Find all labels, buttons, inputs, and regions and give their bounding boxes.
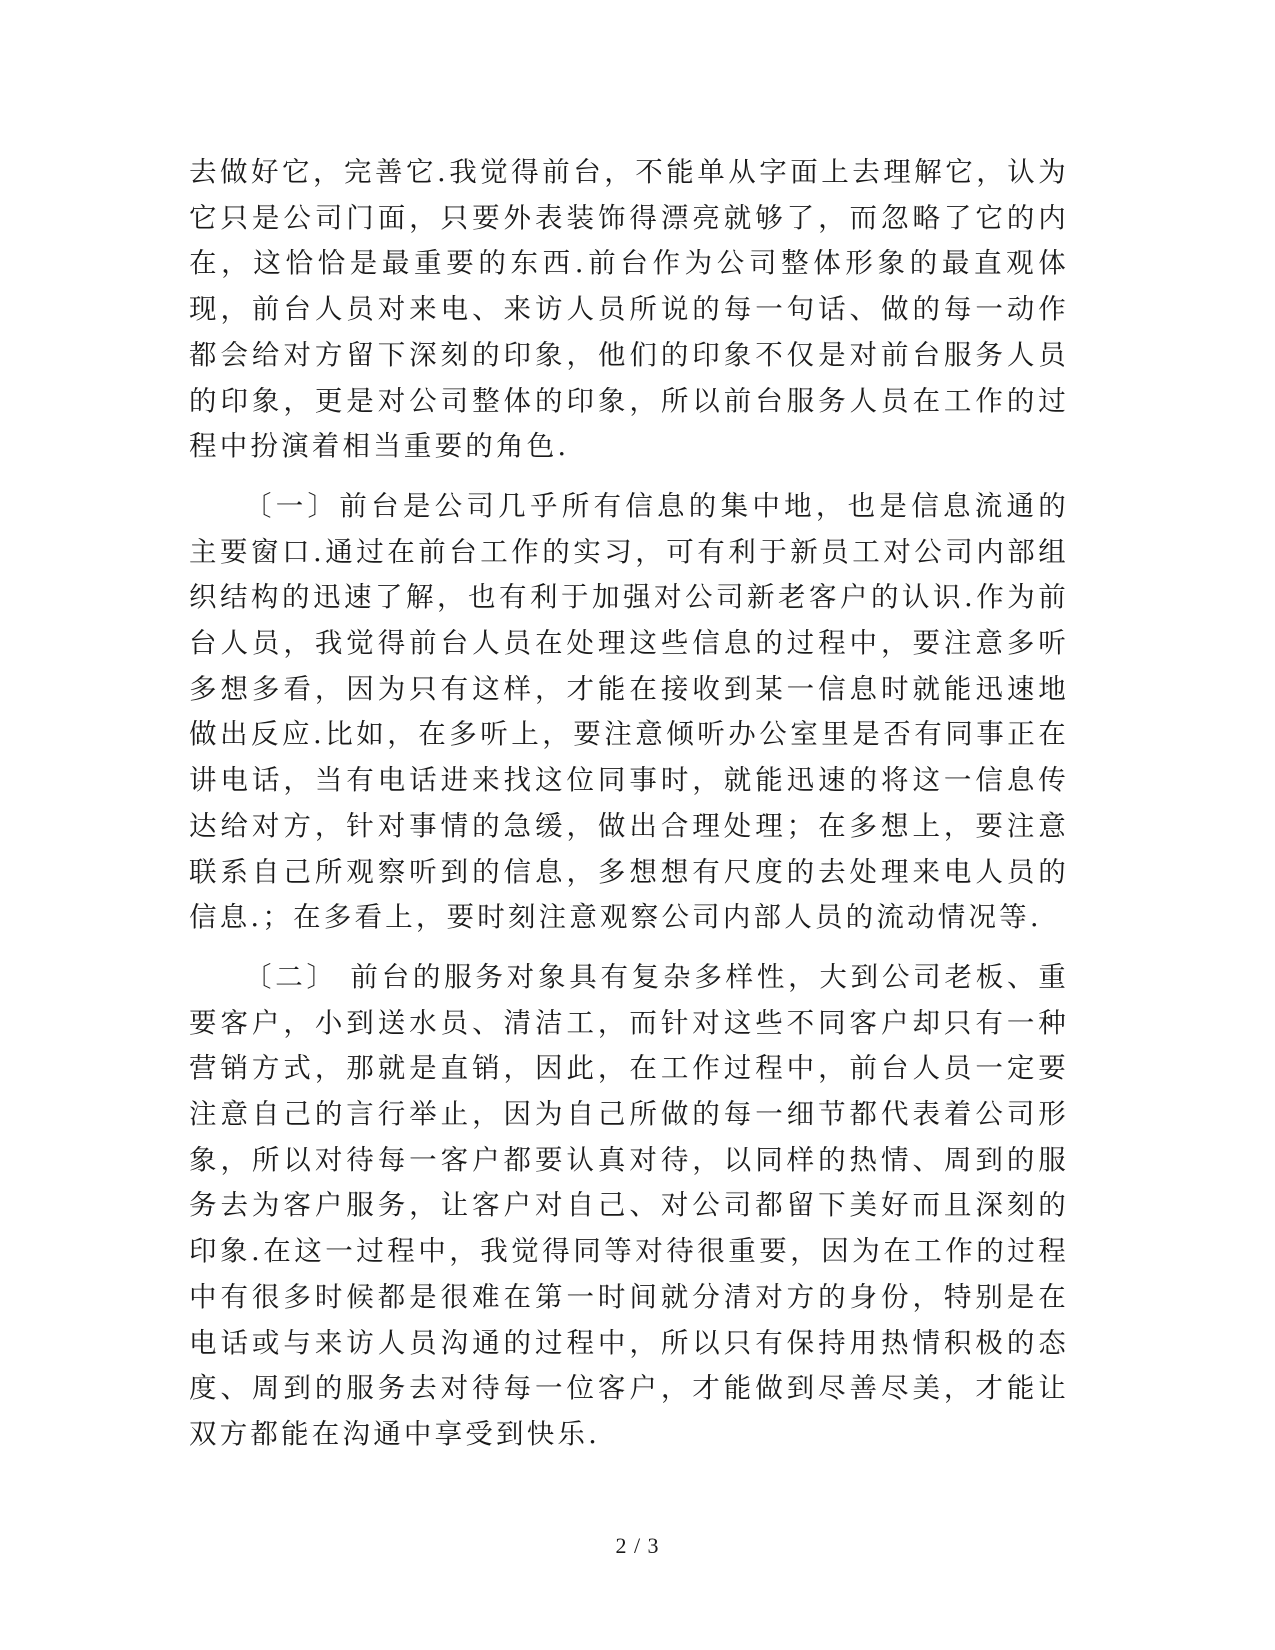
paragraph-intro-continuation: 去做好它，完善它.我觉得前台，不能单从字面上去理解它，认为它只是公司门面，只要外表装饰得漂亮就够了，而忽略了它的内在，这恰恰是最重要的东西.前台作为公司整体形象的最直观体现，前台人员对来电、来访人员所说的每一句话、做的每一动作都会给对方留下深刻的印象，他们的印象不仅是对前台服务人员的印象，更是对公司整体的印象，所以前台服务人员在工作的过程中扮演着相当重要的角色. [189, 156, 1069, 463]
paragraph-section-two: 〔二〕 前台的服务对象具有复杂多样性，大到公司老板、重要客户，小到送水员、清洁工，而针对这些不同客户却只有一种营销方式，那就是直销，因此，在工作过程中，前台人员一定要注意自己的言行举止，因为自己所做的每一细节都代表着公司形象，所以对待每一客户都要认真对待，以同样的热情、周到的服务去为客户服务，让客户对自己、对公司都留下美好而且深刻的印象.在这一过程中，我觉得同等对待很重要，因为在工作的过程中有很多时候都是很难在第一时间就分清对方的身份，特别是在电话或与来访人员沟通的过程中，所以只有保持用热情积极的态度、周到的服务去对待每一位客户，才能做到尽善尽美，才能让双方都能在沟通中享受到快乐. [189, 960, 1069, 1450]
paragraph-section-one: 〔一〕前台是公司几乎所有信息的集中地，也是信息流通的主要窗口.通过在前台工作的实习，可有利于新员工对公司内部组织结构的迅速了解，也有利于加强对公司新老客户的认识.作为前台人员，我觉得前台人员在处理这些信息的过程中，要注意多听多想多看，因为只有这样，才能在接收到某一信息时就能迅速地做出反应.比如，在多听上，要注意倾听办公室里是否有同事正在讲电话，当有电话进来找这位同事时，就能迅速的将这一信息传达给对方，针对事情的急缓，做出合理处理；在多想上，要注意联系自己所观察听到的信息，多想想有尺度的去处理来电人员的信息.；在多看上，要时刻注意观察公司内部人员的流动情况等. [189, 489, 1069, 934]
document-body [189, 150, 1069, 1472]
page-number: 2 / 3 [615, 1533, 660, 1558]
